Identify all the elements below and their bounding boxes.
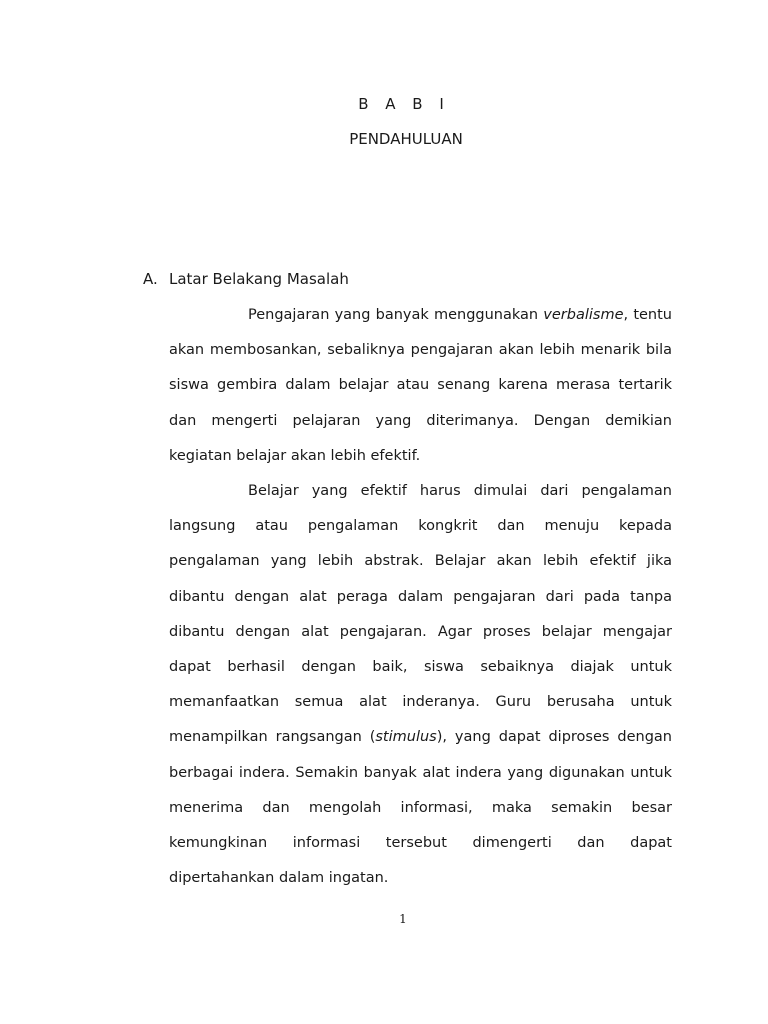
chapter-label: B A B I: [358, 95, 450, 113]
page-number: 1: [399, 912, 407, 926]
paragraph-2-text-b: ), yang dapat diproses dengan berbagai indera. Semakin banyak alat indera yang digunakan untuk menerima dan mengolah informasi, maka semakin besar kemungkinan informasi tersebut dimengerti dan dapat dipertahankan dalam ingatan.: [169, 729, 672, 887]
paragraph-1-text-a: Pengajaran yang banyak menggunakan: [248, 307, 544, 323]
paragraph-1-text-b: , tentu akan membosankan, sebaliknya pengajaran akan lebih menarik bila siswa gembira dalam belajar atau senang karena merasa tertarik dan mengerti pelajaran yang diterimanya. Dengan demikian kegiatan belajar akan lebih efektif.: [169, 307, 672, 464]
paragraph-1-italic-term: verbalisme: [543, 307, 624, 323]
paragraph-2-text-a: Belajar yang efektif harus dimulai dari pengalaman langsung atau pengalaman kongkrit dan menuju kepada pengalaman yang lebih abstrak. Belajar akan lebih efektif jika dibantu dengan alat peraga dalam pengajaran dari pada tanpa dibantu dengan alat pengajaran. Agar proses belajar mengajar dapat berhasil dengan baik, siswa sebaiknya diajak untuk memanfaatkan semua alat inderanya. Guru berusaha untuk menampilkan rangsangan (: [169, 483, 672, 746]
paragraph-2: [169, 474, 672, 896]
body-text: [169, 298, 672, 896]
section-title: Latar Belakang Masalah: [169, 270, 349, 288]
paragraph-2-italic-term: stimulus: [375, 729, 437, 746]
section-heading: [143, 270, 349, 288]
section-letter: A.: [143, 270, 158, 288]
paragraph-1: [169, 298, 672, 474]
chapter-title: PENDAHULUAN: [349, 130, 463, 148]
